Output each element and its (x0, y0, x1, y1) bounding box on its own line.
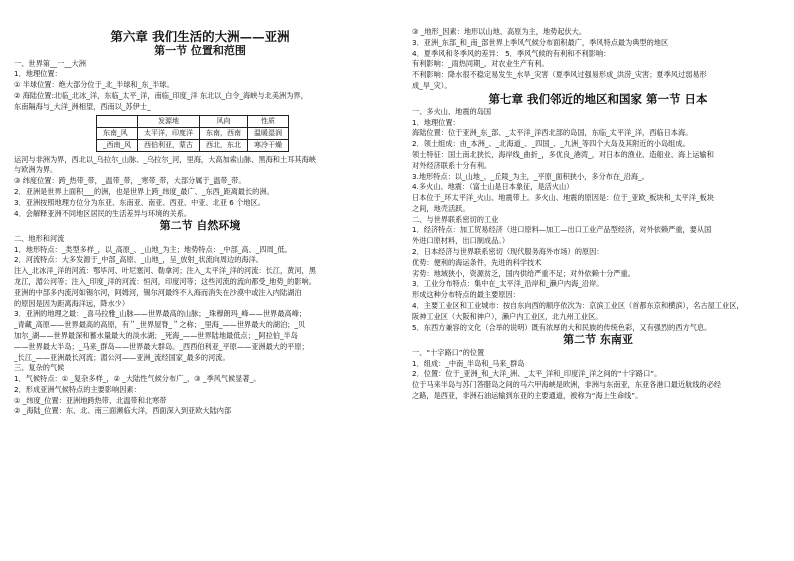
text-line: 二、与世界联系密切的工业 (412, 214, 499, 224)
table-cell: 发源地 (138, 115, 200, 127)
text-line: 劣势：地域狭小，资源贫乏，国内供给严重不足；对外依赖十分严重。 (412, 268, 635, 278)
text-line: 成_旱_灾）。 (412, 80, 452, 90)
monsoon-table (96, 115, 289, 152)
section-title: 第二节 东南亚 (563, 333, 633, 347)
text-line: 4．会解释亚洲不同地区居民的生活差异与环境的关系。 (14, 208, 192, 218)
text-line: 1．气候特点：① _复杂多样_，② _大陆性气候分布广_，③ _季风气候显著_。 (14, 374, 261, 384)
section-title: 第一节 位置和范围 (154, 44, 246, 58)
text-line: 2．位置：位于_亚洲_和_大洋_洲、_太平_洋和_印度洋_洋之间的“十字路口”。 (412, 369, 662, 379)
text-line: 领土特征：国土南北狭长，海岸线_曲折_，多优良_港湾_，对日本的渔业、造船业、海上运输和 (412, 149, 714, 159)
text-line: 的原因是因为距离海洋远，降水少） (14, 298, 130, 308)
text-line: 运河与非洲为界，西北以_乌拉尔_山脉、_乌拉尔_河，里海，大高加索山脉、黑海和土耳其海峡 (14, 154, 316, 164)
text-line: ① 半球位置：绝大部分位于_北_半球和_东_半球。 (14, 80, 174, 90)
text-line: ——世界最大半岛；_马来_群岛——世界最大群岛。_西西伯利亚_平原——亚洲最大的平原； (14, 341, 309, 351)
text-line: 2．领土组成：由_本洲_、_北海道_、_四国_、_九洲_等四个大岛及其附近的小岛组成。 (412, 139, 690, 149)
text-line: 形成这种分布特点的最主要原因： (412, 290, 520, 300)
text-line: 3．工业分布特点：集中在_太平洋_沿岸和_濑户内海_沿岸。 (412, 279, 604, 289)
table-cell: 东南，西南 (200, 127, 248, 139)
table-cell (97, 115, 138, 127)
text-line: 亚洲的中部多内流河如锡尔河，阿姆河，锡尔河最终不入海而消失在沙漠中或注入内陆湖泊 (14, 287, 302, 297)
text-line: 与欧洲为界。 (14, 165, 58, 175)
text-line: 有利影响：_雨热同期_，对农业生产有利。 (412, 59, 549, 69)
text-line: _青藏_高原——世界最高的高原，有＂_世界屋脊_＂之称；_里海_——世界最大的湖泊；_贝 (14, 320, 306, 330)
text-line: 外进口原材料，出口制成品。） (412, 236, 510, 246)
text-line: 一、“十字路口”的位置 (412, 347, 485, 357)
table-cell: 温暖湿润 (248, 127, 289, 139)
text-line: 5．东西方兼容的文化（合举的说明）既有浓厚的大和民族的传统色彩，又有强烈的西方气息。 (412, 322, 712, 332)
text-line: ② 海陆位置:北临_北冰_洋，东临_太平_洋，南临_印度_洋 东北以_白令_海峡与北美洲为界， (14, 91, 308, 101)
table-cell: 太平洋，印度洋 (138, 127, 200, 139)
section-title: 第二节 自然环境 (159, 219, 241, 233)
text-line: 之路，是西亚，非洲石油运输到东亚的主要通道，被称为“海上生命线”。 (412, 390, 643, 400)
text-line: ② _海陆_位置：东、北、南三面濒临大洋，西面深入到亚欧大陆内部 (14, 406, 232, 416)
text-line: 一、世界第__一__大洲 (14, 58, 86, 68)
text-line: 1．地理位置： (412, 117, 460, 127)
text-line: 3．亚洲的地理之最：_喜马拉雅_山脉——世界最高的山脉；_珠穆朗玛_峰——世界最高峰； (14, 309, 307, 319)
text-line: 1．组成：_中南_半岛和_马来_群岛 (412, 358, 525, 368)
table-cell: 性质 (248, 115, 289, 127)
text-line: 2．日本经济与世界联系密切（现代服务海外市场）的原因： (412, 247, 604, 257)
text-line: 日本位于_环太平洋_火山、地震带上。多火山、地震的原因是：位于_亚欧_板块和_太平洋_板块 (412, 193, 714, 203)
text-line: 2．河流特点：大多发源于_中部_高原、_山地_，呈_放射_状流向周边的海洋。 (14, 255, 263, 265)
text-line: 3．亚洲按照地理方位分为东亚、东南亚、南亚、西亚、中亚、北亚 6 个地区。 (14, 197, 265, 207)
text-line: 1．经济特点：加工贸易经济（进口原料—加工—出口工业产品型经济，对外依赖严重，要从国 (412, 225, 712, 235)
text-line: 3．亚洲_东部_和_南_部世界上季风气候分布面积最广，季风特点最为典型的地区 (412, 37, 669, 47)
text-line: 2．亚洲是世界上面积___的洲，也是世界上跨_纬度_最广、_东西_距离最长的洲。 (14, 187, 274, 197)
text-line: 1．地理位置： (14, 69, 62, 79)
text-line: 对外经济联系十分有利。 (412, 160, 492, 170)
left-column (14, 30, 386, 417)
text-line: 优势：便利的海运条件，先进的科学技术 (412, 257, 542, 267)
chapter-title: 第六章 我们生活的大洲——亚洲 (110, 30, 290, 44)
text-line: 2．形成亚洲气候特点的主要影响因素： (14, 384, 141, 394)
chapter-title: 第七章 我们邻近的地区和国家 第一节 日本 (488, 91, 708, 106)
text-line: 龙江，湄公河等；注入_印度_洋的河流：恒河，印度河等；这些河流的流向都受_地势_的影响。 (14, 276, 316, 286)
text-line: 不利影响：降水很不稳定易发生_水旱_灾害（夏季风过强易形成_洪涝_灾害；夏季风过弱易形 (412, 70, 707, 80)
right-block-2 (412, 107, 784, 334)
text-line: ③ 纬度位置：跨_热带_带，_温带_带，_寒带_带，大部分属于_温带_带。 (14, 176, 246, 186)
text-line: 二、地形和河流 (14, 233, 65, 243)
table-cell: 东南_风 (97, 127, 138, 139)
right-block-1 (412, 27, 784, 92)
text-line: 加尔_湖——世界最深和蓄水量最大的淡水湖；_死海_——世界陆地最低点；_阿拉伯_半岛 (14, 330, 298, 340)
left-block-1 (14, 59, 386, 113)
text-line: 一、多火山、地震的岛国 (412, 106, 492, 116)
text-line: 4.多火山、地震：（富士山是日本象征，是活火山） (412, 182, 574, 192)
table-cell: 西伯利亚，蒙古 (138, 139, 200, 151)
table-row (97, 115, 289, 127)
table-row (97, 139, 289, 151)
text-line: 位于马来半岛与苏门答腊岛之间的马六甲海峡是欧洲，非洲与东南亚，东亚各港口最近航线的必经 (412, 380, 722, 390)
text-line: 阪神工业区（大阪和神户），濑户内工业区，北九州工业区。 (412, 311, 603, 321)
right-block-3 (412, 348, 784, 402)
right-column (412, 27, 784, 402)
left-block-3 (14, 234, 386, 418)
text-line: 东南隔海与_大洋_洲相望，西南以_苏伊士_ (14, 101, 151, 111)
table-cell: 西北，东北 (200, 139, 248, 151)
text-line: 海陆位置：位于亚洲_东_部、_太平洋_洋西北部的岛国，东临_太平洋_洋，西临日本海。 (412, 128, 693, 138)
text-line: _长江_——亚洲最长河流；湄公河——亚洲_流经国家_最多的河流。 (14, 352, 230, 362)
table-cell: 寒冷干燥 (248, 139, 289, 151)
text-line: 1．地形特点：_类型多样_，以_高原_、_山地_为主；地势特点：_中部_高、_四周_低。 (14, 244, 292, 254)
text-line: ① _纬度_位置：亚洲地跨热带、北温带和北寒带 (14, 395, 167, 405)
text-line: 之间，地壳活跃。 (412, 203, 470, 213)
text-line: 注入_北冰洋_洋的河流：鄂毕河、叶尼塞河、勒拿河；注入_太平洋_洋的河流：长江，黄河，黑 (14, 266, 316, 276)
left-block-2 (14, 155, 386, 220)
table-row (97, 127, 289, 139)
text-line: 三、复杂的气候 (14, 363, 65, 373)
text-line: ③ _地形_因素：地形以山地、高原为主，地势起伏大。 (412, 27, 587, 36)
text-line: 3.地形特点：以_山地_、_丘陵_为主，_平原_面积狭小，多分布在_沿海_。 (412, 171, 649, 181)
table-cell: _西南_风 (97, 139, 138, 151)
text-line: 4．夏季风和冬季风的差异： 5．季风气候的有利和不利影响： (412, 48, 611, 58)
table-cell: 风向 (200, 115, 248, 127)
text-line: 4．主要工业区和工业城市：按自东向西的顺序依次为：京滨工业区（首都东京和横滨），名古屋工业区， (412, 301, 744, 311)
